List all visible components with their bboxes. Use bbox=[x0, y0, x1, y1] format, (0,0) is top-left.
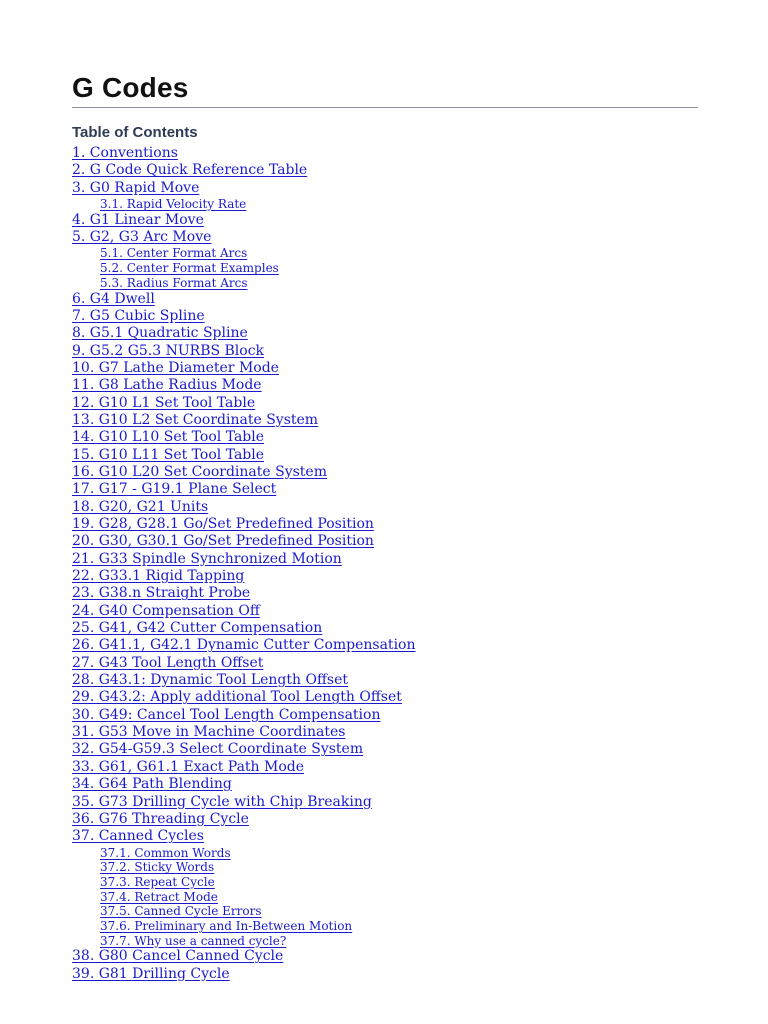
toc-section-link[interactable]: 39. G81 Drilling Cycle bbox=[72, 965, 230, 982]
toc-section-link[interactable]: 36. G76 Threading Cycle bbox=[72, 810, 249, 827]
toc-section-link[interactable]: 23. G38.n Straight Probe bbox=[72, 585, 251, 602]
toc-subsection-link[interactable]: 37.4. Retract Mode bbox=[100, 889, 218, 904]
toc-section-link[interactable]: 13. G10 L2 Set Coordinate System bbox=[72, 411, 319, 428]
toc-section-link[interactable]: 37. Canned Cycles bbox=[72, 828, 204, 845]
toc-section-link[interactable]: 19. G28, G28.1 Go/Set Predefined Position bbox=[72, 516, 374, 532]
toc-section-link[interactable]: 31. G53 Move in Machine Coordinates bbox=[72, 724, 346, 741]
toc-subsection-link[interactable]: 5.3. Radius Format Arcs bbox=[100, 275, 248, 290]
toc-section-link[interactable]: 10. G7 Lathe Diameter Mode bbox=[72, 359, 279, 376]
toc-section-link[interactable]: 32. G54-G59.3 Select Coordinate System bbox=[72, 741, 364, 758]
toc-subsection-link[interactable]: 37.6. Preliminary and In-Between Motion bbox=[100, 919, 353, 934]
toc-section-link[interactable]: 1. Conventions bbox=[72, 145, 178, 161]
toc-section-link[interactable]: 38. G80 Cancel Canned Cycle bbox=[72, 948, 284, 965]
toc-section-link[interactable]: 6. G4 Dwell bbox=[72, 290, 155, 307]
toc-section-link[interactable]: 15. G10 L11 Set Tool Table bbox=[72, 446, 265, 463]
toc-subsection-link[interactable]: 37.7. Why use a canned cycle? bbox=[100, 933, 287, 948]
toc-section-link[interactable]: 33. G61, G61.1 Exact Path Mode bbox=[72, 758, 305, 775]
document-page bbox=[72, 70, 698, 983]
toc-section-link[interactable]: 2. G Code Quick Reference Table bbox=[72, 162, 308, 179]
toc-section-link[interactable]: 21. G33 Spindle Synchronized Motion bbox=[72, 550, 342, 567]
toc-section-link[interactable]: 26. G41.1, G42.1 Dynamic Cutter Compensation bbox=[72, 637, 416, 654]
toc-section-link[interactable]: 34. G64 Path Blending bbox=[72, 776, 232, 793]
toc-section-link[interactable]: 24. G40 Compensation Off bbox=[72, 602, 260, 619]
toc-subsection-link[interactable]: 37.5. Canned Cycle Errors bbox=[100, 904, 262, 919]
toc-section-link[interactable]: 17. G17 - G19.1 Plane Select bbox=[72, 481, 277, 498]
toc-heading: Table of Contents bbox=[72, 124, 198, 141]
table-of-contents bbox=[72, 145, 698, 983]
toc-section-link[interactable]: 28. G43.1: Dynamic Tool Length Offset bbox=[72, 672, 348, 689]
toc-section-link[interactable]: 11. G8 Lathe Radius Mode bbox=[72, 377, 262, 394]
toc-section-link[interactable]: 3. G0 Rapid Move bbox=[72, 179, 200, 196]
toc-section-link[interactable]: 25. G41, G42 Cutter Compensation bbox=[72, 620, 323, 637]
toc-subsection-link[interactable]: 37.3. Repeat Cycle bbox=[100, 874, 215, 889]
toc-subsection-link[interactable]: 37.2. Sticky Words bbox=[100, 860, 215, 875]
toc-section-link[interactable]: 8. G5.1 Quadratic Spline bbox=[72, 325, 248, 342]
toc-section-link[interactable]: 27. G43 Tool Length Offset bbox=[72, 654, 264, 671]
toc-section-link[interactable]: 30. G49: Cancel Tool Length Compensation bbox=[72, 706, 381, 723]
toc-section-link[interactable]: 35. G73 Drilling Cycle with Chip Breaking bbox=[72, 793, 372, 810]
title-divider bbox=[72, 107, 698, 108]
toc-section-link[interactable]: 16. G10 L20 Set Coordinate System bbox=[72, 463, 327, 480]
toc-section-link[interactable]: 22. G33.1 Rigid Tapping bbox=[72, 568, 245, 585]
toc-subsection-link[interactable]: 5.1. Center Format Arcs bbox=[100, 246, 248, 261]
toc-section-link[interactable]: 14. G10 L10 Set Tool Table bbox=[72, 429, 265, 446]
page-title: G Codes bbox=[72, 72, 189, 103]
toc-section-link[interactable]: 4. G1 Linear Move bbox=[72, 211, 204, 228]
toc-section-link[interactable]: 18. G20, G21 Units bbox=[72, 498, 209, 515]
toc-subsection-link[interactable]: 5.2. Center Format Examples bbox=[100, 261, 279, 276]
toc-section-link[interactable]: 5. G2, G3 Arc Move bbox=[72, 229, 212, 246]
toc-subsection-link[interactable]: 37.1. Common Words bbox=[100, 845, 231, 860]
toc-section-link[interactable]: 12. G10 L1 Set Tool Table bbox=[72, 394, 256, 411]
toc-section-link[interactable]: 20. G30, G30.1 Go/Set Predefined Position bbox=[72, 533, 374, 550]
toc-section-link[interactable]: 9. G5.2 G5.3 NURBS Block bbox=[72, 342, 265, 359]
toc-section-link[interactable]: 29. G43.2: Apply additional Tool Length Offset bbox=[72, 689, 402, 706]
toc-section-link[interactable]: 7. G5 Cubic Spline bbox=[72, 307, 205, 324]
toc-subsection-link[interactable]: 3.1. Rapid Velocity Rate bbox=[100, 197, 247, 212]
